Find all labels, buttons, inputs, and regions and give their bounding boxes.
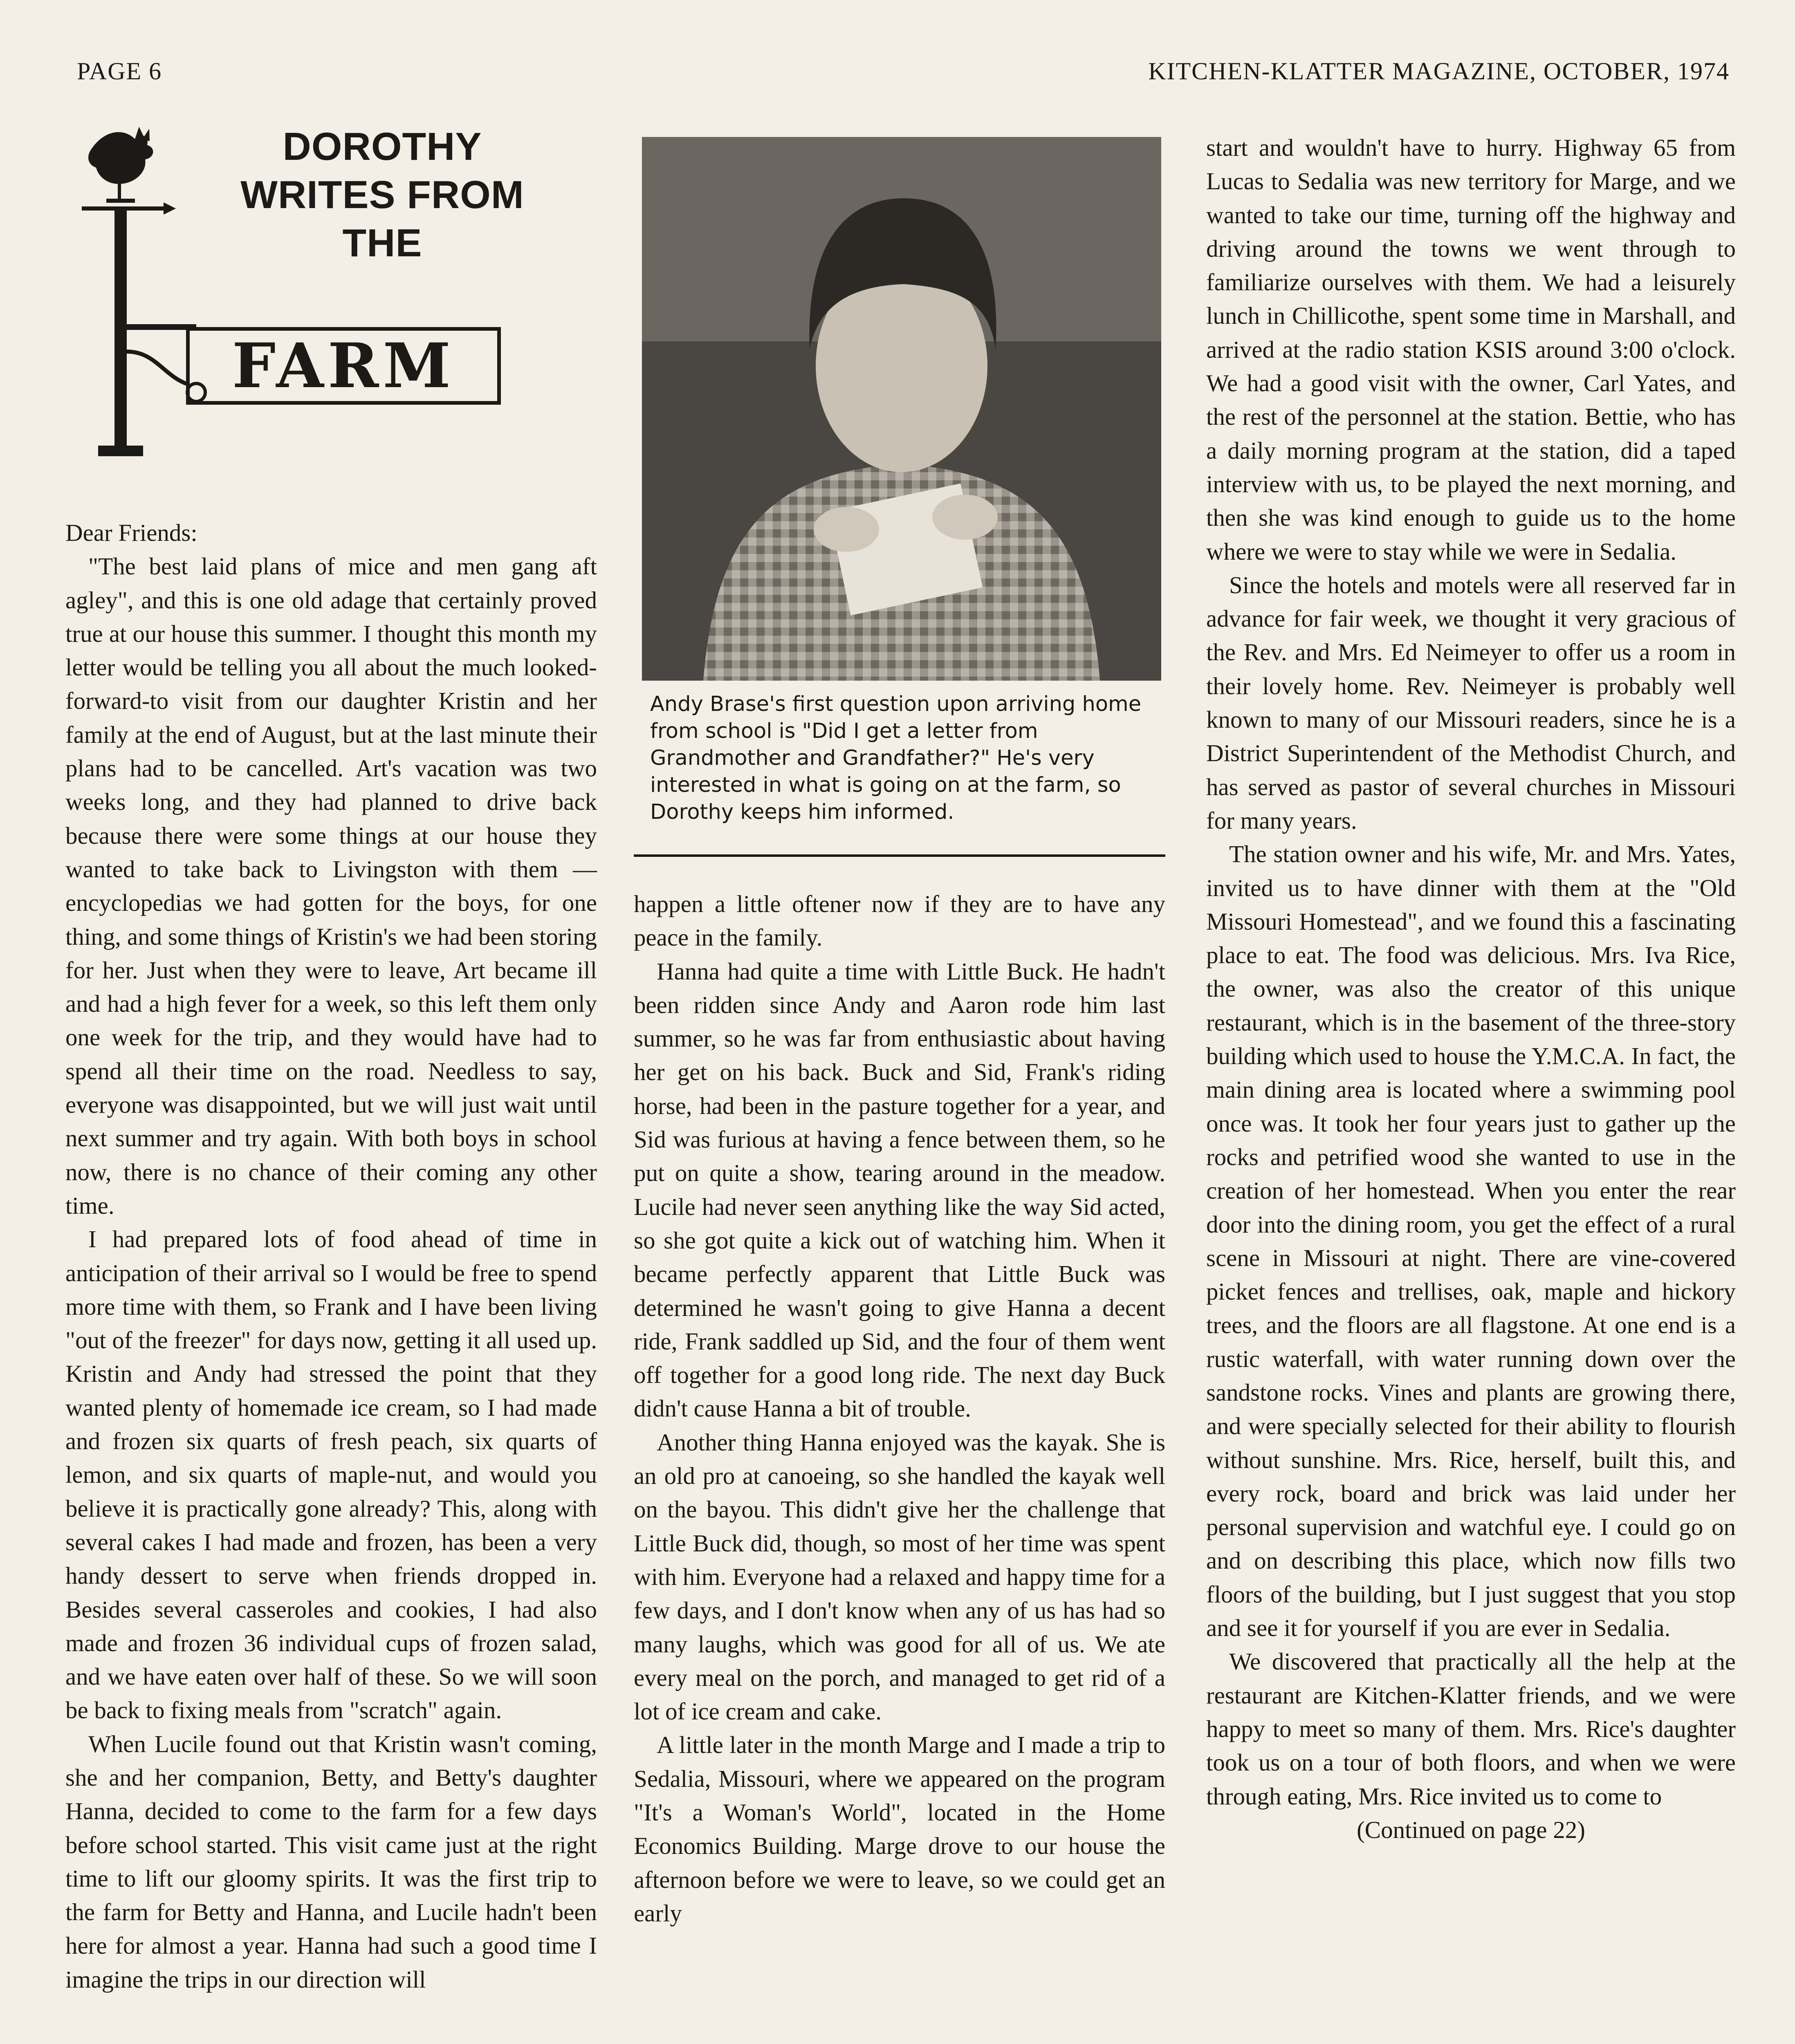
rooster-icon <box>88 127 153 203</box>
column-1 <box>65 516 597 1996</box>
paragraph: start and wouldn't have to hurry. Highway 65 from Lucas to Sedalia was new territory for Marge, and we wanted to take our time, turning off the highway and driving around the towns we went through to familiarize ourselves with them. We had a leisurely lunch in Chillicothe, spent some time in Marshall, and arrived at the radio station KSIS around 3:00 o'clock. We had a good visit with the owner, Carl Yates, and the rest of the personnel at the station. Bettie, who has a daily morning program at the station, did a taped interview with us, to be played the next morning, and then she was kind enough to guide us to the home where we were to stay while we were in Sedalia. <box>1206 134 1736 565</box>
paragraph: A little later in the month Marge and I made a trip to Sedalia, Missouri, where we appeared on the program "It's a Woman's World", located in the Home Economics Building. Marge drove to our house the afternoon before we were to leave, so we could get an early <box>634 1731 1165 1927</box>
vane-arrow <box>82 206 164 211</box>
page-number: PAGE 6 <box>77 58 162 85</box>
title-line-2: WRITES FROM <box>240 173 524 217</box>
paragraph: "The best laid plans of mice and men gang aft agley", and this is one old adage that certainly proved true at our house this summer. I thought this month my letter would be telling you all about the much looked-forward-to visit from our daughter Kristin and her family at the end of August, but at the last minute their plans had to be cancelled. Art's vacation was two weeks long, and they had planned to drive back because there were some things at our house they wanted to take back to Livingston with them — encyclopedias we had gotten for the boys, for one thing, and some things of Kristin's we had been storing for her. Just when they were to leave, Art became ill and had a high fever for a week, so this left them only one week for the trip, and they would have had to spend all their time on the road. Needless to say, everyone was disappointed, but we will just wait until next summer and try again. With both boys in school now, there is no chance of their coming any other time. <box>65 553 597 1219</box>
continued-note: (Continued on page 22) <box>1357 1816 1585 1843</box>
farm-sign: FARM <box>186 327 501 405</box>
column-3 <box>1206 131 1736 1847</box>
magazine-header: KITCHEN-KLATTER MAGAZINE, OCTOBER, 1974 <box>1148 58 1730 85</box>
sign-post <box>114 211 127 456</box>
paragraph: Another thing Hanna enjoyed was the kayak. She is an old pro at canoeing, so she handled the kayak well on the bayou. This didn't give her the challenge that Little Buck did, though, so most of her time was spent with him. Everyone had a relaxed and happy time for a few days, and I don't know when any of us has had so many laughs, which was good for all of us. We ate every meal on the porch, and managed to get rid of a lot of ice cream and cake. <box>634 1428 1165 1725</box>
title-line-3: THE <box>342 221 422 265</box>
paragraph: Since the hotels and motels were all reserved far in advance for fair week, we thought it very gracious of the Rev. and Mrs. Ed Neimeyer to offer us a room in their lovely home. Rev. Neimeyer is probably well known to many of our Missouri readers, since he is a District Superintendent of the Methodist Church, and has served as pastor of several churches in Missouri for many years. <box>1206 571 1736 834</box>
column-2 <box>634 887 1165 1930</box>
paragraph: I had prepared lots of food ahead of time in anticipation of their arrival so I would be free to spend more time with them, so Frank and I have been living "out of the freezer" for days now, getting it all used up. Kristin and Andy had stressed the point that they wanted plenty of homemade ice cream, so I had made and frozen six quarts of fresh peach, six quarts of lemon, and six quarts of maple-nut, and would you believe it is practically gone already? This, along with several cakes I had made and frozen, has been a very handy dessert to serve when friends dropped in. Besides several casseroles and cookies, I had also made and frozen 36 individual cups of frozen salad, and we have eaten over half of these. So we will soon be back to fixing meals from "scratch" again. <box>65 1226 597 1724</box>
paragraph: happen a little oftener now if they are to have any peace in the family. <box>634 890 1165 951</box>
salutation: Dear Friends: <box>65 519 197 546</box>
paragraph: The station owner and his wife, Mr. and Mrs. Yates, invited us to have dinner with them at the "Old Missouri Homestead", and we found this a fascinating place to eat. The food was delicious. Mrs. Iva Rice, the owner, was also the creator of this unique restaurant, which is in the basement of the three-story building which used to house the Y.M.C.A. In fact, the main dining area is located where a swimming pool once was. It took her four years just to gather up the rocks and petrified wood she wanted to use in the creation of her homestead. When you enter the rear door into the dining room, you get the effect of a rural scene in Missouri at night. There are vine-covered picket fences and trellises, oak, maple and hickory trees, and the floors are all flagstone. At one end is a rustic waterfall, with water running down over the sandstone rocks. Vines and plants are growing there, and were specially selected for their ability to flourish without sunshine. Mrs. Rice, herself, built this, and every rock, board and brick was laid under her personal supervision and watchful eye. I could go on and on describing this place, which now fills two floors of the building, but I just suggest that you stop and see it for yourself if you are ever in Sedalia. <box>1206 840 1736 1642</box>
title-line-1: DOROTHY <box>283 125 482 168</box>
paragraph: We discovered that practically all the help at the restaurant are Kitchen-Klatter friends, and we were happy to meet so many of them. Mrs. Rice's daughter took us on a tour of both floors, and when we were through eating, Mrs. Rice invited us to come to <box>1206 1648 1736 1810</box>
paragraph: When Lucile found out that Kristin wasn't coming, she and her companion, Betty, and Betty's daughter Hanna, decided to come to the farm for a few days before school started. This visit came just at the right time to lift our gloomy spirits. It was the first trip to the farm for Betty and Hanna, and Lucile hadn't been here for almost a year. Hanna had such a good time I imagine the trips in our direction will <box>65 1730 597 1993</box>
column-title <box>219 123 546 267</box>
paragraph: Hanna had quite a time with Little Buck. He hadn't been ridden since Andy and Aaron rode him last summer, so he was far from enthusiastic about having her get on his back. Buck and Sid, Frank's riding horse, had been in the pasture together for a year, and Sid was furious at having a fence between them, so he put on quite a show, tearing around in the meadow. Lucile had never seen anything like the way Sid acted, so she got quite a kick out of watching him. When it became perfectly apparent that Little Buck was determined he wasn't going to give Hanna a decent ride, Frank saddled up Sid, and the four of them went off together for a good long ride. The next day Buck didn't cause Hanna a bit of trouble. <box>634 957 1165 1422</box>
caption-rule <box>634 854 1165 857</box>
signpost-illustration <box>74 123 229 458</box>
photo-caption: Andy Brase's first question upon arriving home from school is "Did I get a letter from Grandmother and Grandfather?" He's very interested in what is going on at the farm, so Dorothy keeps him informed. <box>650 692 1142 824</box>
andy-photo <box>642 137 1161 681</box>
